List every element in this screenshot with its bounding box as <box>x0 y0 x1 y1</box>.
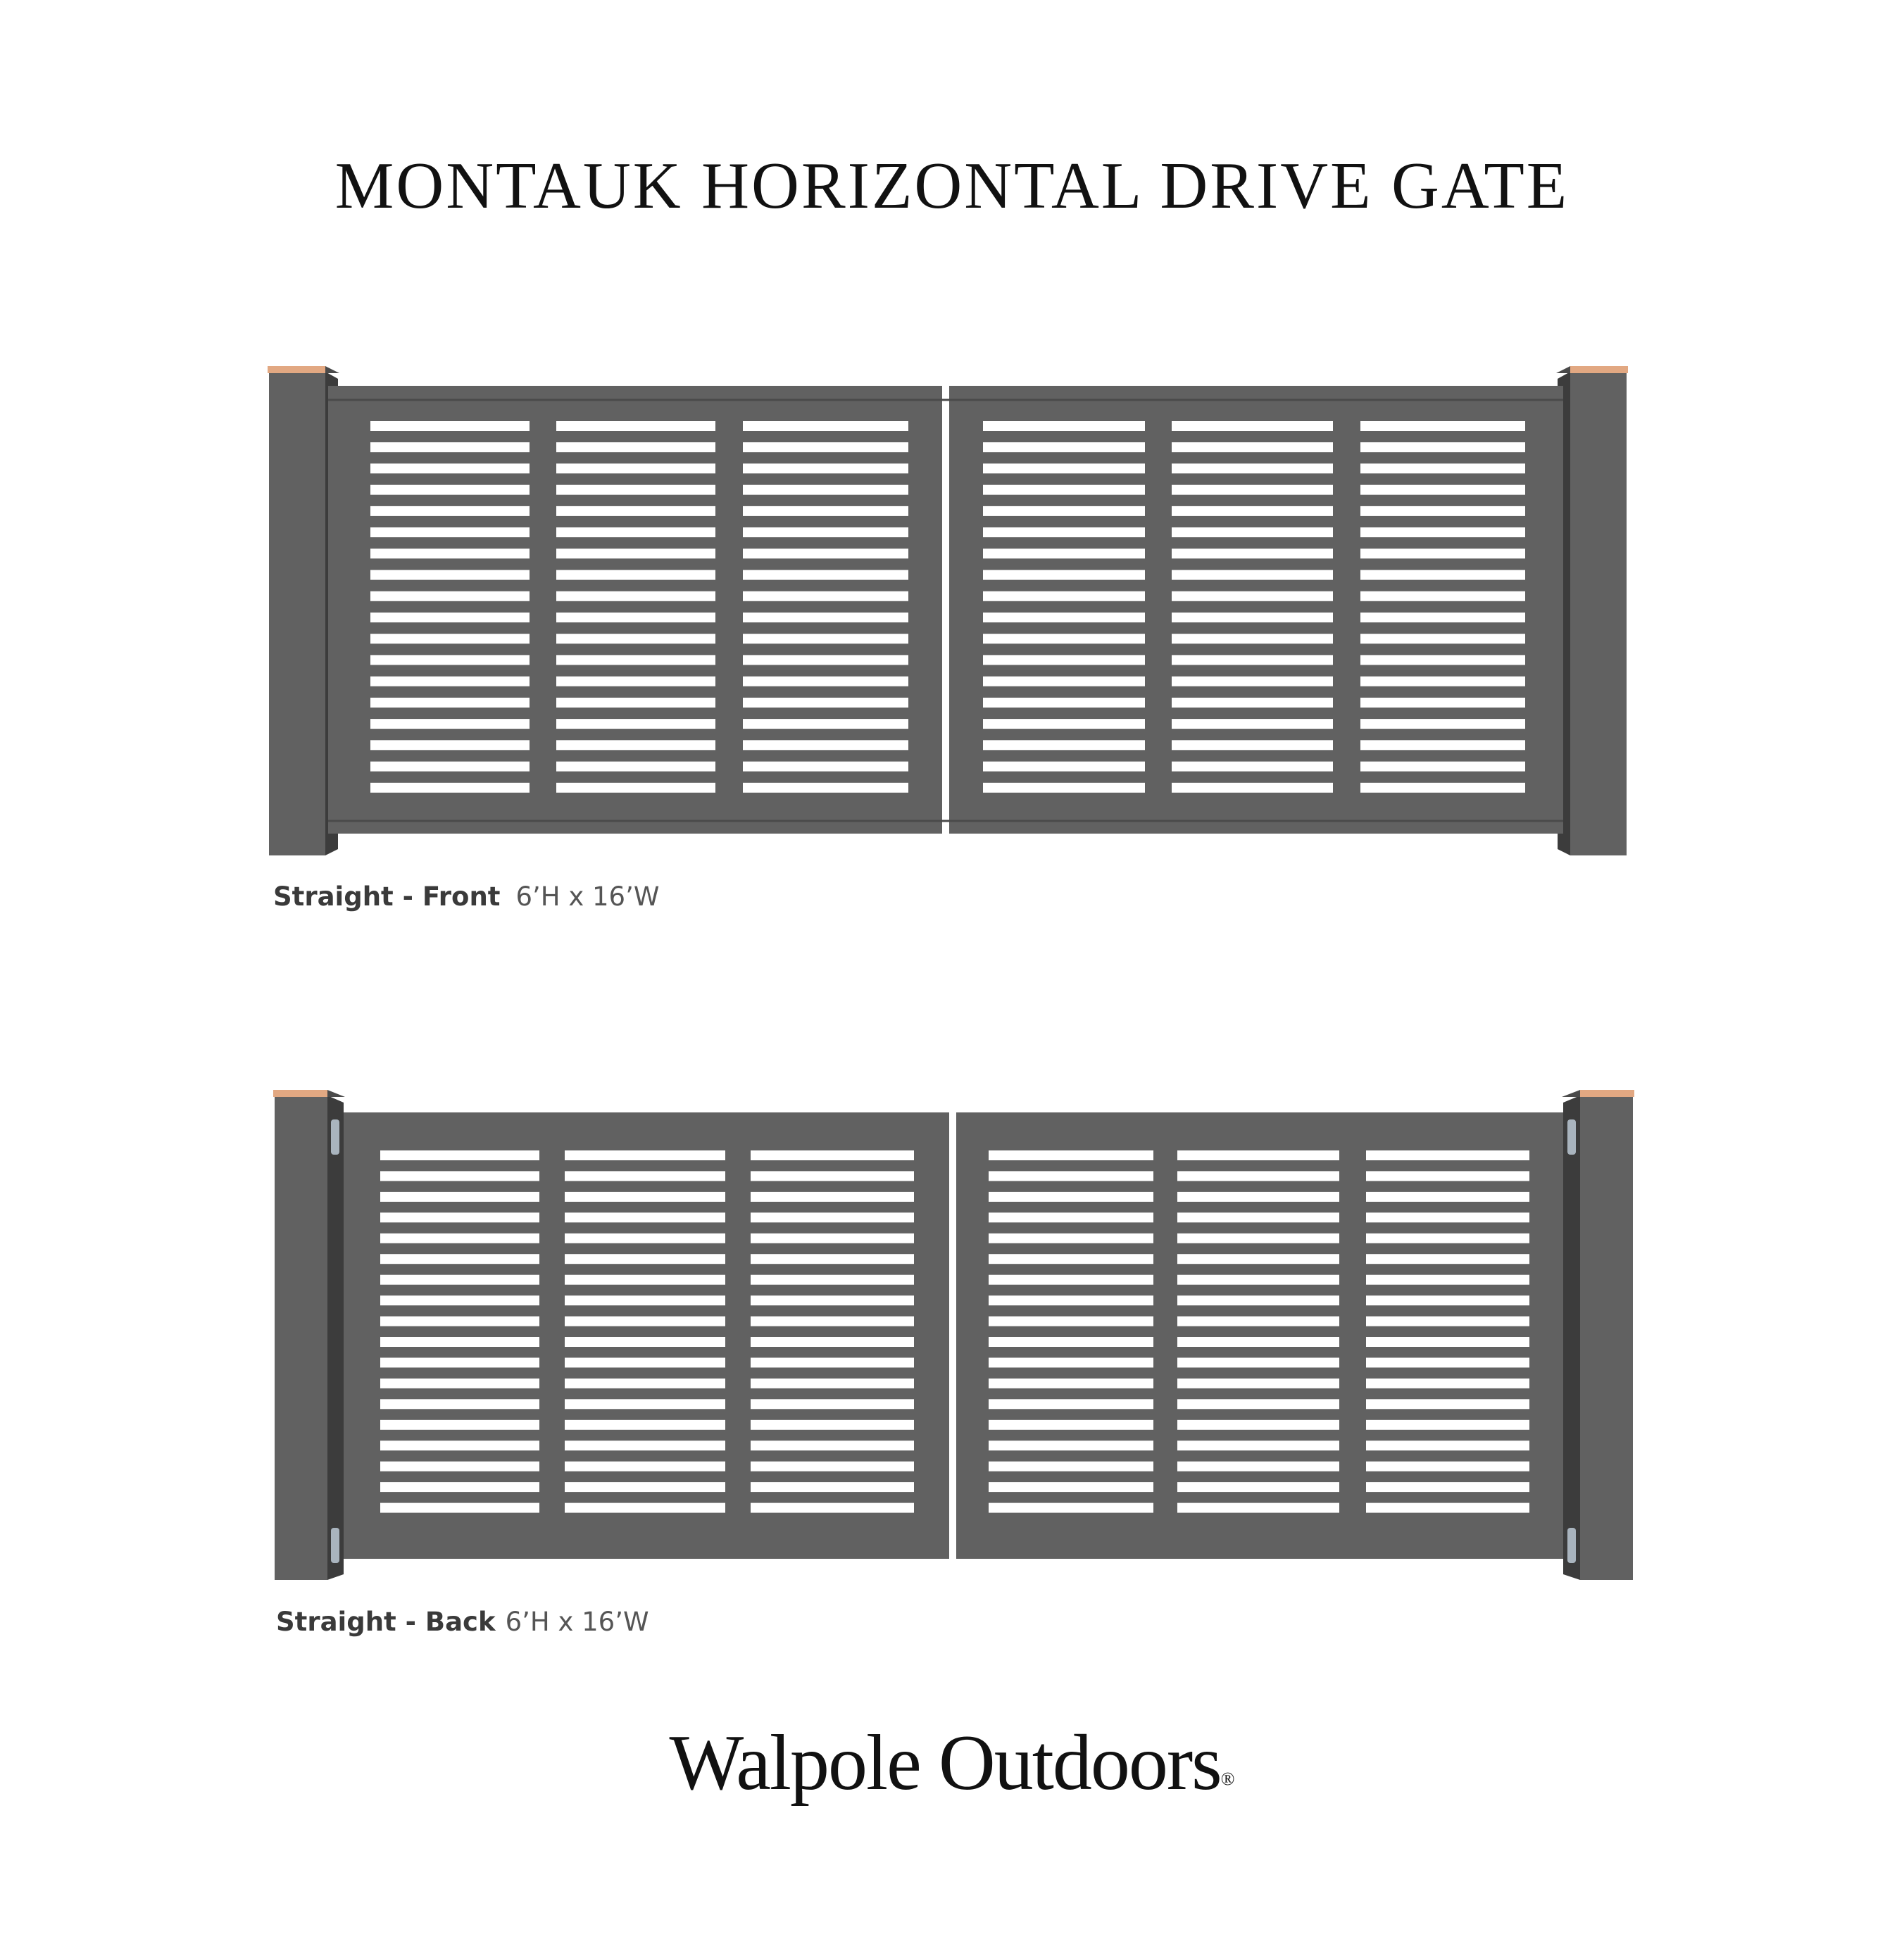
slat-gap <box>751 1337 914 1347</box>
slat-gap <box>370 762 530 772</box>
slat-gap <box>1360 421 1525 431</box>
slat-gap <box>743 570 908 580</box>
slat-gap <box>1172 655 1333 665</box>
slat-gap <box>989 1254 1153 1264</box>
front-right-leaf <box>949 386 1563 834</box>
slat-gap <box>1172 527 1333 537</box>
slat-gap <box>1177 1420 1339 1430</box>
slat-gap <box>983 570 1145 580</box>
slat-gap <box>751 1379 914 1388</box>
slat-gap <box>380 1357 539 1367</box>
slat-gap <box>370 463 530 473</box>
slat-gap <box>380 1295 539 1305</box>
slat-gap <box>380 1462 539 1471</box>
slat-gap <box>983 506 1145 516</box>
slat-gap <box>1360 527 1525 537</box>
slat-gap <box>751 1192 914 1202</box>
slat-gap <box>380 1441 539 1450</box>
slat-gap <box>565 1234 725 1243</box>
slat-gap <box>1366 1357 1529 1367</box>
slat-gap <box>1177 1441 1339 1450</box>
slat-gap <box>370 421 530 431</box>
slat-gap <box>743 463 908 473</box>
slat-gap <box>1360 762 1525 772</box>
slat-gap <box>751 1234 914 1243</box>
slat-gap <box>1172 677 1333 686</box>
slat-gap <box>565 1420 725 1430</box>
slat-gap <box>1366 1337 1529 1347</box>
slat-gap <box>1360 719 1525 729</box>
slat-gap <box>743 677 908 686</box>
slat-gap <box>565 1192 725 1202</box>
slat-gap <box>989 1150 1153 1160</box>
slat-gap <box>370 485 530 495</box>
slat-gap <box>565 1441 725 1450</box>
slat-gap <box>983 677 1145 686</box>
slat-gap <box>751 1295 914 1305</box>
slat-gap <box>380 1399 539 1409</box>
slat-gap <box>1366 1317 1529 1326</box>
back-view-name: Straight - Back <box>276 1607 496 1637</box>
slat-gap <box>751 1357 914 1367</box>
right-post <box>1556 366 1628 855</box>
slat-gap <box>370 613 530 622</box>
slat-gap <box>743 740 908 750</box>
slat-gap <box>983 613 1145 622</box>
back-left-post <box>273 1090 345 1580</box>
slat-gap <box>565 1337 725 1347</box>
slat-gap <box>370 783 530 793</box>
slat-gap <box>983 740 1145 750</box>
slat-gap <box>1366 1462 1529 1471</box>
slat-gap <box>1366 1379 1529 1388</box>
slat-gap <box>1360 442 1525 452</box>
slat-gap <box>556 613 715 622</box>
slat-gap <box>989 1503 1153 1513</box>
slat-gap <box>565 1254 725 1264</box>
slat-gap <box>1366 1441 1529 1450</box>
slat-gap <box>983 463 1145 473</box>
slat-gap <box>370 719 530 729</box>
slat-gap <box>565 1150 725 1160</box>
slat-gap <box>743 485 908 495</box>
slat-gap <box>556 762 715 772</box>
slat-gap <box>1177 1212 1339 1222</box>
slat-gap <box>751 1441 914 1450</box>
slat-gap <box>751 1482 914 1492</box>
slat-gap <box>1172 591 1333 601</box>
slat-gap <box>989 1399 1153 1409</box>
slat-gap <box>565 1275 725 1285</box>
front-view-name: Straight - Front <box>273 881 501 912</box>
page-title: MONTAUK HORIZONTAL DRIVE GATE <box>334 149 1570 222</box>
slat-gap <box>556 442 715 452</box>
slat-gap <box>370 655 530 665</box>
slat-gap <box>1360 506 1525 516</box>
slat-gap <box>565 1317 725 1326</box>
slat-gap <box>380 1192 539 1202</box>
slat-gap <box>1366 1234 1529 1243</box>
slat-gap <box>556 740 715 750</box>
slat-gap <box>370 570 530 580</box>
slat-gap <box>1177 1275 1339 1285</box>
slat-gap <box>743 698 908 708</box>
slat-gap <box>1360 485 1525 495</box>
slat-gap <box>370 527 530 537</box>
slat-gap <box>989 1462 1153 1471</box>
slat-gap <box>556 527 715 537</box>
slat-gap <box>1360 463 1525 473</box>
slat-gap <box>1172 740 1333 750</box>
slat-gap <box>565 1482 725 1492</box>
slat-gap <box>380 1212 539 1222</box>
slat-gap <box>1360 613 1525 622</box>
back-left-leaf <box>344 1112 949 1559</box>
slat-gap <box>556 506 715 516</box>
slat-gap <box>743 634 908 644</box>
brand-name: Walpole Outdoors <box>669 1719 1221 1807</box>
slat-gap <box>1360 634 1525 644</box>
slat-gap <box>751 1171 914 1181</box>
slat-gap <box>565 1171 725 1181</box>
slat-gap <box>370 506 530 516</box>
slat-gap <box>983 485 1145 495</box>
slat-gap <box>380 1420 539 1430</box>
slat-gap <box>380 1254 539 1264</box>
slat-gap <box>1177 1171 1339 1181</box>
slat-gap <box>1360 783 1525 793</box>
slat-gap <box>743 719 908 729</box>
slat-gap <box>983 421 1145 431</box>
slat-gap <box>1360 591 1525 601</box>
slat-gap <box>556 698 715 708</box>
right-post-cap <box>1570 366 1628 373</box>
slat-gap <box>983 591 1145 601</box>
slat-gap <box>370 740 530 750</box>
slat-gap <box>751 1399 914 1409</box>
slat-gap <box>1172 421 1333 431</box>
slat-gap <box>983 698 1145 708</box>
slat-gap <box>743 527 908 537</box>
slat-gap <box>1366 1254 1529 1264</box>
slat-gap <box>380 1482 539 1492</box>
slat-gap <box>751 1150 914 1160</box>
slat-gap <box>556 655 715 665</box>
slat-gap <box>556 548 715 558</box>
slat-gap <box>1172 613 1333 622</box>
slat-gap <box>751 1254 914 1264</box>
left-post-cap <box>268 366 325 373</box>
slat-gap <box>1177 1379 1339 1388</box>
slat-gap <box>1360 655 1525 665</box>
slat-gap <box>983 527 1145 537</box>
slat-gap <box>1366 1212 1529 1222</box>
slat-gap <box>565 1462 725 1471</box>
slat-gap <box>743 548 908 558</box>
slat-gap <box>556 463 715 473</box>
slat-gap <box>983 783 1145 793</box>
slat-gap <box>565 1399 725 1409</box>
slat-gap <box>989 1275 1153 1285</box>
slat-gap <box>983 762 1145 772</box>
slat-gap <box>743 421 908 431</box>
slat-gap <box>989 1420 1153 1430</box>
slat-gap <box>556 783 715 793</box>
slat-gap <box>983 634 1145 644</box>
back-center-gap <box>949 1112 956 1559</box>
slat-gap <box>751 1420 914 1430</box>
slat-gap <box>380 1337 539 1347</box>
slat-gap <box>1172 698 1333 708</box>
slat-gap <box>1172 463 1333 473</box>
slat-gap <box>989 1379 1153 1388</box>
registered-mark: ® <box>1220 1769 1235 1789</box>
back-left-post-cap <box>273 1090 327 1097</box>
slat-gap <box>1172 783 1333 793</box>
slat-gap <box>1177 1337 1339 1347</box>
slat-gap <box>1172 548 1333 558</box>
slat-gap <box>743 591 908 601</box>
slat-gap <box>1360 677 1525 686</box>
slat-gap <box>983 548 1145 558</box>
brand-logo <box>0 1718 1904 1809</box>
slat-gap <box>1360 740 1525 750</box>
slat-gap <box>1366 1482 1529 1492</box>
slat-gap <box>380 1234 539 1243</box>
slat-gap <box>556 485 715 495</box>
slat-gap <box>1172 762 1333 772</box>
slat-gap <box>1177 1317 1339 1326</box>
slat-gap <box>556 570 715 580</box>
slat-gap <box>989 1337 1153 1347</box>
slat-gap <box>743 506 908 516</box>
slat-gap <box>370 634 530 644</box>
front-center-gap <box>942 386 949 834</box>
slat-gap <box>1172 634 1333 644</box>
front-view-dimensions: 6’H x 16’W <box>515 881 660 912</box>
slat-gap <box>1366 1192 1529 1202</box>
slat-gap <box>743 655 908 665</box>
front-gate-drawing <box>0 352 1904 873</box>
slat-gap <box>556 634 715 644</box>
slat-gap <box>556 421 715 431</box>
slat-gap <box>743 613 908 622</box>
slat-gap <box>1177 1254 1339 1264</box>
slat-gap <box>1172 442 1333 452</box>
back-caption <box>276 1607 649 1637</box>
slat-gap <box>1360 570 1525 580</box>
slat-gap <box>556 719 715 729</box>
slat-gap <box>983 719 1145 729</box>
slat-gap <box>989 1212 1153 1222</box>
slat-gap <box>370 698 530 708</box>
front-caption <box>273 881 659 912</box>
slat-gap <box>380 1317 539 1326</box>
slat-gap <box>1177 1399 1339 1409</box>
slat-gap <box>751 1317 914 1326</box>
slat-gap <box>556 677 715 686</box>
back-right-post-cap <box>1580 1090 1634 1097</box>
back-right-post <box>1562 1090 1634 1580</box>
slat-gap <box>989 1171 1153 1181</box>
slat-gap <box>370 677 530 686</box>
back-right-leaf <box>956 1112 1563 1559</box>
slat-gap <box>743 783 908 793</box>
slat-gap <box>1177 1503 1339 1513</box>
slat-gap <box>1177 1462 1339 1471</box>
slat-gap <box>751 1462 914 1471</box>
slat-gap <box>565 1212 725 1222</box>
back-view-dimensions: 6’H x 16’W <box>505 1607 649 1637</box>
slat-gap <box>989 1482 1153 1492</box>
slat-gap <box>565 1295 725 1305</box>
slat-gap <box>989 1295 1153 1305</box>
slat-gap <box>983 655 1145 665</box>
slat-gap <box>1360 548 1525 558</box>
slat-gap <box>743 762 908 772</box>
slat-gap <box>1366 1275 1529 1285</box>
slat-gap <box>1177 1482 1339 1492</box>
slat-gap <box>1177 1192 1339 1202</box>
slat-gap <box>751 1212 914 1222</box>
slat-gap <box>565 1503 725 1513</box>
slat-gap <box>1177 1150 1339 1160</box>
slat-gap <box>565 1379 725 1388</box>
slat-gap <box>1177 1295 1339 1305</box>
front-left-leaf <box>328 386 942 834</box>
slat-gap <box>989 1317 1153 1326</box>
slat-gap <box>751 1503 914 1513</box>
slat-gap <box>1366 1150 1529 1160</box>
slat-gap <box>989 1234 1153 1243</box>
slat-gap <box>1366 1503 1529 1513</box>
slat-gap <box>370 442 530 452</box>
slat-gap <box>1360 698 1525 708</box>
slat-gap <box>1366 1295 1529 1305</box>
slat-gap <box>380 1379 539 1388</box>
slat-gap <box>751 1275 914 1285</box>
slat-gap <box>983 442 1145 452</box>
slat-gap <box>370 591 530 601</box>
slat-gap <box>380 1503 539 1513</box>
slat-gap <box>1366 1420 1529 1430</box>
slat-gap <box>1172 570 1333 580</box>
slat-gap <box>380 1275 539 1285</box>
slat-gap <box>1172 485 1333 495</box>
slat-gap <box>989 1357 1153 1367</box>
slat-gap <box>1177 1357 1339 1367</box>
slat-gap <box>565 1357 725 1367</box>
slat-gap <box>1172 506 1333 516</box>
slat-gap <box>380 1150 539 1160</box>
slat-gap <box>380 1171 539 1181</box>
slat-gap <box>370 548 530 558</box>
slat-gap <box>1172 719 1333 729</box>
slat-gap <box>556 591 715 601</box>
slat-gap <box>989 1441 1153 1450</box>
slat-gap <box>743 442 908 452</box>
back-gate-drawing <box>0 1077 1904 1598</box>
slat-gap <box>989 1192 1153 1202</box>
slat-gap <box>1366 1171 1529 1181</box>
slat-gap <box>1177 1234 1339 1243</box>
slat-gap <box>1366 1399 1529 1409</box>
